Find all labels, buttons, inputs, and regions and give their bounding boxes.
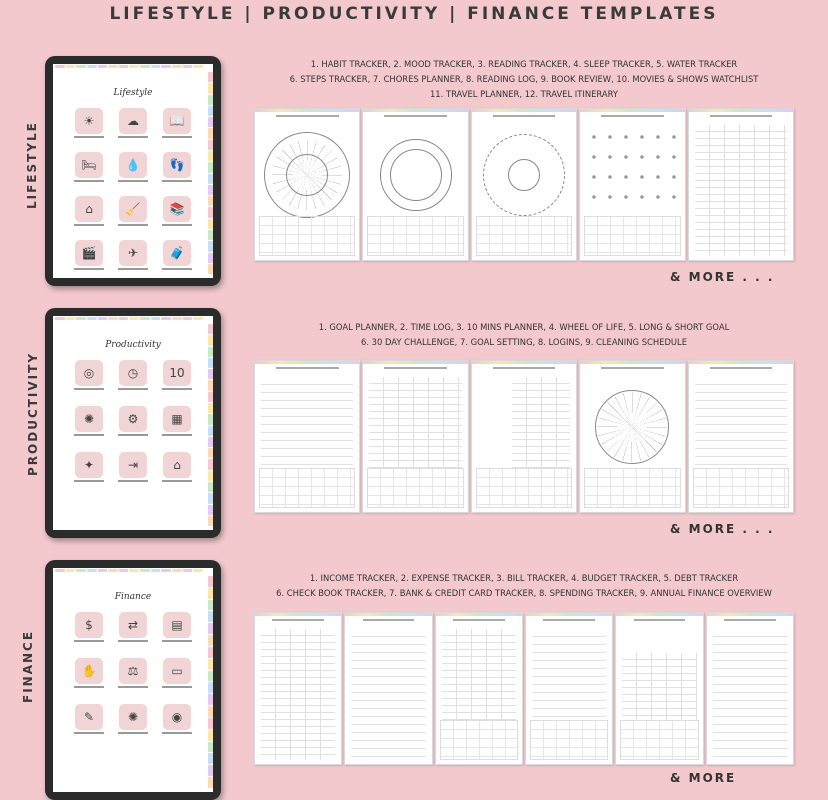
bed-icon: 🛏 xyxy=(75,152,103,178)
budget-icon: ✋ xyxy=(75,658,103,684)
page-preview xyxy=(688,108,794,261)
footsteps-icon: 👣 xyxy=(163,152,191,178)
tablet-screen xyxy=(53,568,213,792)
icon-caption xyxy=(162,434,192,436)
top-tab[interactable] xyxy=(87,65,97,68)
tablet-screen xyxy=(53,316,213,530)
icon-tile[interactable] xyxy=(67,108,111,138)
list-line: 6. 30 DAY CHALLENGE, 7. GOAL SETTING, 8. LOGINS, 9. CLEANING SCHEDULE xyxy=(361,337,687,347)
top-tab[interactable] xyxy=(193,65,203,68)
section-label-productivity: PRODUCTIVITY xyxy=(26,351,40,476)
calendar-icon: ▦ xyxy=(163,406,191,432)
page-previews-finance xyxy=(254,612,794,765)
side-tab[interactable] xyxy=(208,128,213,138)
icon-tile[interactable] xyxy=(111,704,155,734)
side-tab[interactable] xyxy=(208,671,213,682)
side-tab[interactable] xyxy=(208,505,213,515)
suitcase-icon: 🧳 xyxy=(163,240,191,266)
top-tab[interactable] xyxy=(87,569,97,572)
top-tab[interactable] xyxy=(140,317,150,320)
top-tab[interactable] xyxy=(108,569,118,572)
icon-grid xyxy=(67,360,199,482)
icon-tile[interactable] xyxy=(155,658,199,688)
icon-caption xyxy=(162,224,192,226)
open-book-icon: 📚 xyxy=(163,196,191,222)
icon-tile[interactable] xyxy=(67,658,111,688)
icon-tile[interactable] xyxy=(155,612,199,642)
more-label: & MORE xyxy=(670,771,737,785)
screen-title: Lifestyle xyxy=(113,88,153,98)
side-tab[interactable] xyxy=(208,482,213,492)
icon-grid xyxy=(67,612,199,734)
page-preview xyxy=(525,612,613,765)
top-tab[interactable] xyxy=(66,65,76,68)
wheel-icon: ✺ xyxy=(75,406,103,432)
house-icon: ⌂ xyxy=(75,196,103,222)
icon-tile[interactable] xyxy=(111,240,155,270)
page-preview xyxy=(362,360,468,513)
page-preview xyxy=(254,108,360,261)
page-previews-lifestyle xyxy=(254,108,794,261)
top-tab[interactable] xyxy=(76,569,86,572)
side-tab[interactable] xyxy=(208,369,213,379)
side-tab[interactable] xyxy=(208,403,213,413)
more-label: & MORE . . . xyxy=(670,270,775,284)
icon-grid xyxy=(67,108,199,270)
icon-caption xyxy=(162,388,192,390)
side-tab[interactable] xyxy=(208,437,213,447)
side-tab[interactable] xyxy=(208,742,213,753)
icon-caption xyxy=(118,180,148,182)
top-tab[interactable] xyxy=(108,317,118,320)
icon-caption xyxy=(162,640,192,642)
icon-caption xyxy=(118,268,148,270)
top-tab[interactable] xyxy=(172,65,182,68)
icon-caption xyxy=(118,686,148,688)
side-tab[interactable] xyxy=(208,635,213,646)
clock-icon: ◷ xyxy=(119,360,147,386)
top-tab[interactable] xyxy=(172,569,182,572)
card-icon: ▭ xyxy=(163,658,191,684)
tab-bar xyxy=(53,316,205,322)
icon-tile[interactable] xyxy=(155,152,199,182)
icon-caption xyxy=(74,224,104,226)
screen-title: Finance xyxy=(114,592,152,602)
side-tab[interactable] xyxy=(208,324,213,334)
icon-tile[interactable] xyxy=(67,452,111,482)
icon-caption xyxy=(162,480,192,482)
list-line: 6. STEPS TRACKER, 7. CHORES PLANNER, 8. READING LOG, 9. BOOK REVIEW, 10. MOVIES & SHOWS WATCHLIST xyxy=(289,74,759,84)
icon-tile[interactable] xyxy=(111,152,155,182)
top-tab[interactable] xyxy=(76,317,86,320)
icon-caption xyxy=(162,686,192,688)
side-tab[interactable] xyxy=(208,611,213,622)
icon-tile[interactable] xyxy=(111,658,155,688)
page-preview xyxy=(706,612,794,765)
icon-caption xyxy=(118,388,148,390)
side-tab[interactable] xyxy=(208,718,213,729)
icon-tile[interactable] xyxy=(155,196,199,226)
side-tab[interactable] xyxy=(208,151,213,161)
side-tab[interactable] xyxy=(208,623,213,634)
template-list-productivity xyxy=(254,320,794,350)
plane-icon: ✈ xyxy=(119,240,147,266)
list-line: 1. HABIT TRACKER, 2. MOOD TRACKER, 3. READING TRACKER, 4. SLEEP TRACKER, 5. WATER TRACKER xyxy=(310,59,738,69)
icon-tile[interactable] xyxy=(67,196,111,226)
page-preview xyxy=(254,612,342,765)
side-tab[interactable] xyxy=(208,174,213,184)
list-line: 6. CHECK BOOK TRACKER, 7. BANK & CREDIT CARD TRACKER, 8. SPENDING TRACKER, 9. ANNUAL FINANCE OVERVIEW xyxy=(276,588,772,598)
icon-caption xyxy=(74,640,104,642)
section-label-finance: FINANCE xyxy=(21,629,35,703)
side-tab[interactable] xyxy=(208,253,213,263)
icon-caption xyxy=(118,480,148,482)
icon-tile[interactable] xyxy=(155,406,199,436)
side-tab[interactable] xyxy=(208,380,213,390)
expense-icon: ⇄ xyxy=(119,612,147,638)
tab-bar xyxy=(53,568,205,574)
drop-icon: 💧 xyxy=(119,152,147,178)
icon-tile[interactable] xyxy=(67,704,111,734)
page-previews-productivity xyxy=(254,360,794,513)
top-tab[interactable] xyxy=(98,569,108,572)
icon-tile[interactable] xyxy=(155,360,199,390)
top-tab[interactable] xyxy=(66,317,76,320)
login-icon: ⇥ xyxy=(119,452,147,478)
icon-tile[interactable] xyxy=(111,108,155,138)
icon-caption xyxy=(74,268,104,270)
icon-tile[interactable] xyxy=(67,240,111,270)
ten-icon: 10 xyxy=(163,360,191,386)
page-preview xyxy=(688,360,794,513)
side-tab[interactable] xyxy=(208,459,213,469)
side-tab[interactable] xyxy=(208,140,213,150)
top-tab[interactable] xyxy=(161,569,171,572)
side-tab[interactable] xyxy=(208,448,213,458)
top-tab[interactable] xyxy=(183,569,193,572)
side-tab[interactable] xyxy=(208,162,213,172)
icon-caption xyxy=(74,480,104,482)
template-list-finance xyxy=(254,571,794,601)
icon-caption xyxy=(74,136,104,138)
side-tabs xyxy=(208,72,213,274)
icon-tile[interactable] xyxy=(67,612,111,642)
side-tab[interactable] xyxy=(208,106,213,116)
side-tab[interactable] xyxy=(208,730,213,741)
icon-caption xyxy=(118,224,148,226)
top-tab[interactable] xyxy=(140,569,150,572)
icon-tile[interactable] xyxy=(155,240,199,270)
icon-tile[interactable] xyxy=(155,108,199,138)
cloud-icon: ☁ xyxy=(119,108,147,134)
list-line: 1. INCOME TRACKER, 2. EXPENSE TRACKER, 3. BILL TRACKER, 4. BUDGET TRACKER, 5. DEBT TRACKER xyxy=(309,573,739,583)
bill-icon: ▤ xyxy=(163,612,191,638)
side-tab[interactable] xyxy=(208,196,213,206)
page-preview xyxy=(471,108,577,261)
side-tab[interactable] xyxy=(208,777,213,788)
top-tab[interactable] xyxy=(76,65,86,68)
icon-tile[interactable] xyxy=(67,152,111,182)
checkbook-icon: ✎ xyxy=(75,704,103,730)
page-preview xyxy=(344,612,432,765)
icon-caption xyxy=(162,732,192,734)
page-title: LIFESTYLE | PRODUCTIVITY | FINANCE TEMPLATES xyxy=(109,4,719,24)
side-tab[interactable] xyxy=(208,659,213,670)
icon-caption xyxy=(118,136,148,138)
icon-tile[interactable] xyxy=(111,452,155,482)
icon-tile[interactable] xyxy=(111,360,155,390)
template-list-lifestyle xyxy=(254,57,794,102)
side-tab[interactable] xyxy=(208,493,213,503)
side-tab[interactable] xyxy=(208,358,213,368)
book-icon: 📖 xyxy=(163,108,191,134)
icon-caption xyxy=(162,180,192,182)
page-preview xyxy=(579,108,685,261)
spending-icon: ✺ xyxy=(119,704,147,730)
icon-caption xyxy=(118,732,148,734)
broom-icon: 🧹 xyxy=(119,196,147,222)
top-tab[interactable] xyxy=(119,65,129,68)
top-tab[interactable] xyxy=(151,317,161,320)
icon-caption xyxy=(74,388,104,390)
top-tab[interactable] xyxy=(172,317,182,320)
side-tab[interactable] xyxy=(208,765,213,776)
page-preview xyxy=(579,360,685,513)
home-clean-icon: ⌂ xyxy=(163,452,191,478)
page-preview xyxy=(362,108,468,261)
top-tab[interactable] xyxy=(183,317,193,320)
tablet-finance xyxy=(45,560,221,800)
icon-caption xyxy=(74,686,104,688)
page-preview xyxy=(435,612,523,765)
icon-caption xyxy=(162,136,192,138)
top-tab[interactable] xyxy=(161,65,171,68)
icon-tile[interactable] xyxy=(111,612,155,642)
icon-tile[interactable] xyxy=(67,360,111,390)
top-tab[interactable] xyxy=(161,317,171,320)
list-line: 1. GOAL PLANNER, 2. TIME LOG, 3. 10 MINS PLANNER, 4. WHEEL OF LIFE, 5. LONG & SHORT GOAL xyxy=(318,322,730,332)
top-tab[interactable] xyxy=(87,317,97,320)
top-tab[interactable] xyxy=(55,317,65,320)
side-tab[interactable] xyxy=(208,471,213,481)
icon-caption xyxy=(74,732,104,734)
tablet-screen xyxy=(53,64,213,278)
side-tab[interactable] xyxy=(208,426,213,436)
top-tab[interactable] xyxy=(151,569,161,572)
side-tab[interactable] xyxy=(208,264,213,274)
side-tab[interactable] xyxy=(208,207,213,217)
side-tab[interactable] xyxy=(208,117,213,127)
page-preview xyxy=(254,360,360,513)
side-tabs xyxy=(208,576,213,788)
top-tab[interactable] xyxy=(151,65,161,68)
icon-tile[interactable] xyxy=(111,406,155,436)
top-tab[interactable] xyxy=(55,65,65,68)
side-tab[interactable] xyxy=(208,706,213,717)
icon-caption xyxy=(118,640,148,642)
top-tab[interactable] xyxy=(66,569,76,572)
rocket-icon: ✦ xyxy=(75,452,103,478)
icon-caption xyxy=(118,434,148,436)
sun-icon: ☀ xyxy=(75,108,103,134)
top-tab[interactable] xyxy=(98,317,108,320)
debt-icon: ⚖ xyxy=(119,658,147,684)
side-tab[interactable] xyxy=(208,694,213,705)
side-tab[interactable] xyxy=(208,682,213,693)
film-icon: 🎬 xyxy=(75,240,103,266)
side-tab[interactable] xyxy=(208,753,213,764)
side-tab[interactable] xyxy=(208,576,213,587)
more-label: & MORE . . . xyxy=(670,522,775,536)
icon-caption xyxy=(162,268,192,270)
top-tab[interactable] xyxy=(129,317,139,320)
top-tab[interactable] xyxy=(183,65,193,68)
side-tab[interactable] xyxy=(208,647,213,658)
side-tab[interactable] xyxy=(208,241,213,251)
side-tab[interactable] xyxy=(208,185,213,195)
icon-caption xyxy=(74,180,104,182)
icon-tile[interactable] xyxy=(67,406,111,436)
top-tab[interactable] xyxy=(55,569,65,572)
side-tab[interactable] xyxy=(208,72,213,82)
top-tab[interactable] xyxy=(129,65,139,68)
income-icon: $ xyxy=(75,612,103,638)
icon-caption xyxy=(74,434,104,436)
list-line: 11. TRAVEL PLANNER, 12. TRAVEL ITINERARY xyxy=(429,89,619,99)
top-tab[interactable] xyxy=(108,65,118,68)
side-tab[interactable] xyxy=(208,516,213,526)
icon-tile[interactable] xyxy=(155,452,199,482)
gear-icon: ⚙ xyxy=(119,406,147,432)
side-tab[interactable] xyxy=(208,230,213,240)
tab-bar xyxy=(53,64,205,70)
screen-title: Productivity xyxy=(105,340,161,350)
tablet-lifestyle xyxy=(45,56,221,286)
overview-icon: ◉ xyxy=(163,704,191,730)
top-tab[interactable] xyxy=(119,317,129,320)
icon-tile[interactable] xyxy=(155,704,199,734)
top-tab[interactable] xyxy=(98,65,108,68)
section-label-lifestyle: LIFESTYLE xyxy=(25,121,39,209)
target-icon: ◎ xyxy=(75,360,103,386)
top-tab[interactable] xyxy=(119,569,129,572)
side-tab[interactable] xyxy=(208,392,213,402)
top-tab[interactable] xyxy=(193,317,203,320)
page-preview xyxy=(615,612,703,765)
side-tabs xyxy=(208,324,213,526)
top-tab[interactable] xyxy=(129,569,139,572)
top-tab[interactable] xyxy=(193,569,203,572)
icon-tile[interactable] xyxy=(111,196,155,226)
side-tab[interactable] xyxy=(208,219,213,229)
top-tab[interactable] xyxy=(140,65,150,68)
page-preview xyxy=(471,360,577,513)
side-tab[interactable] xyxy=(208,414,213,424)
tablet-productivity xyxy=(45,308,221,538)
